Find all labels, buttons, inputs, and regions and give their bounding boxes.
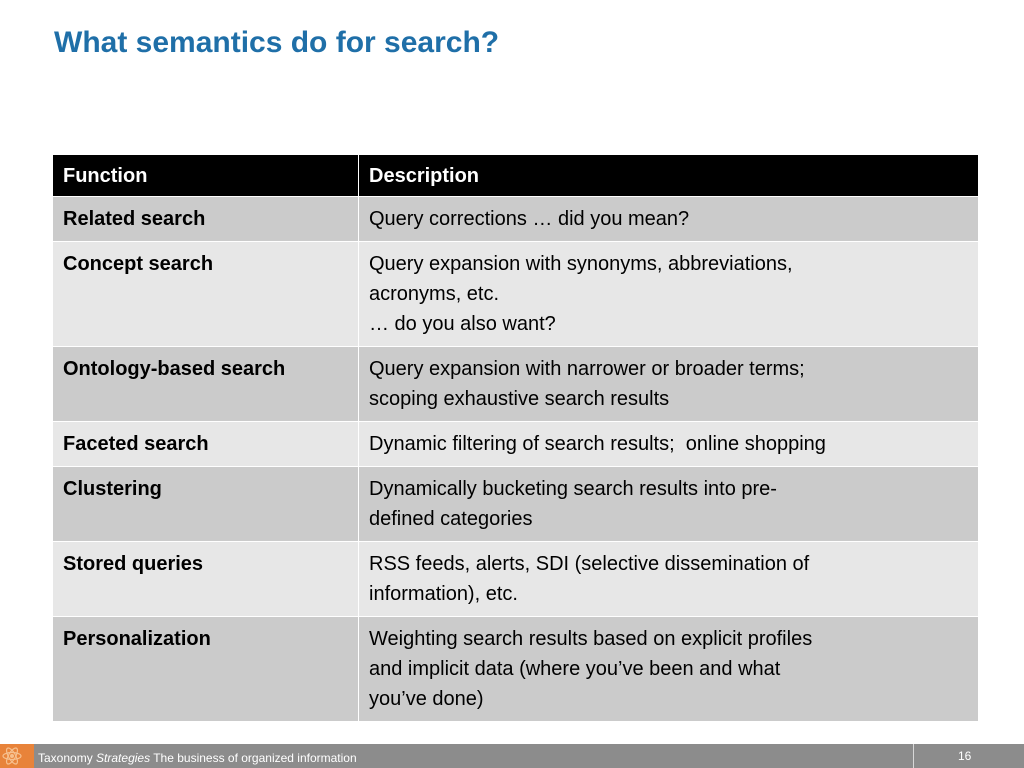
description-line: Query expansion with narrower or broader terms; <box>369 358 805 380</box>
function-cell: Concept search <box>53 242 359 347</box>
table-row <box>53 422 979 467</box>
header-description: Description <box>359 155 979 197</box>
description-line: information), etc. <box>369 583 518 605</box>
description-line: … do you also want? <box>369 313 556 335</box>
description-line: Weighting search results based on explicit profiles <box>369 628 813 650</box>
table-row <box>53 242 979 347</box>
semantics-table-container <box>52 154 978 722</box>
footer-divider <box>913 744 914 768</box>
slide-title: What semantics do for search? <box>54 26 500 59</box>
function-cell: Ontology-based search <box>53 347 359 422</box>
function-cell: Personalization <box>53 617 359 722</box>
table-row <box>53 542 979 617</box>
function-cell: Stored queries <box>53 542 359 617</box>
function-cell: Faceted search <box>53 422 359 467</box>
description-cell <box>359 467 979 542</box>
description-cell <box>359 197 979 242</box>
function-cell: Related search <box>53 197 359 242</box>
description-cell <box>359 542 979 617</box>
description-line: RSS feeds, alerts, SDI (selective dissemination of <box>369 553 810 575</box>
page-number: 16 <box>958 749 972 763</box>
description-line: acronyms, etc. <box>369 283 500 305</box>
description-line: Dynamic filtering of search results; online shopping <box>369 433 826 455</box>
description-line: Dynamically bucketing search results into pre- <box>369 478 777 500</box>
footer-brand-text <box>38 751 357 765</box>
description-line: defined categories <box>369 508 533 530</box>
footer-tagline: The business of organized information <box>153 751 357 765</box>
description-line: Query expansion with synonyms, abbreviations, <box>369 253 793 275</box>
description-cell <box>359 242 979 347</box>
footer-brand-name: Taxonomy <box>38 751 93 765</box>
orange-flower-logo-icon <box>0 744 34 768</box>
footer-bar <box>0 744 1024 768</box>
description-line: Query corrections … did you mean? <box>369 208 690 230</box>
table-row <box>53 347 979 422</box>
description-cell <box>359 422 979 467</box>
table-row <box>53 467 979 542</box>
description-cell <box>359 347 979 422</box>
header-function: Function <box>53 155 359 197</box>
table-row <box>53 197 979 242</box>
footer-brand-emphasis: Strategies <box>96 751 151 765</box>
table-header-row <box>53 155 979 197</box>
description-line: scoping exhaustive search results <box>369 388 670 410</box>
semantics-table <box>52 154 979 722</box>
function-cell: Clustering <box>53 467 359 542</box>
description-line: and implicit data (where you’ve been and what <box>369 658 781 680</box>
description-line: you’ve done) <box>369 688 484 710</box>
table-row <box>53 617 979 722</box>
description-cell <box>359 617 979 722</box>
